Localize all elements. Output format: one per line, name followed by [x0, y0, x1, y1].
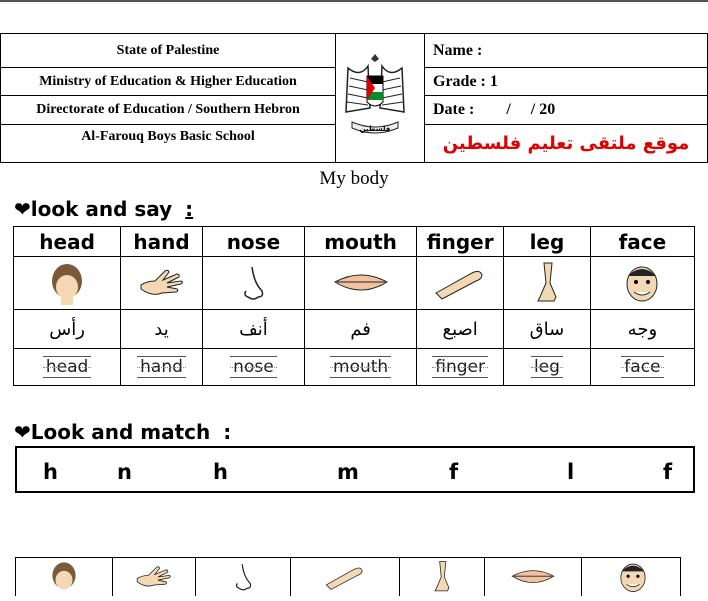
- palestine-emblem-icon: [340, 48, 410, 148]
- heart-icon: ❤: [14, 197, 31, 221]
- word-face: face: [590, 227, 694, 257]
- head-picture[interactable]: [16, 558, 113, 596]
- state-cell: State of Palestine: [1, 34, 336, 68]
- directorate-cell: Directorate of Education / Southern Hebron: [1, 96, 336, 124]
- top-rule: [0, 0, 708, 2]
- word-mouth: mouth: [304, 227, 416, 257]
- name-field[interactable]: Name :: [425, 34, 708, 68]
- trace-nose: nose: [202, 349, 304, 386]
- trace-hand: hand: [121, 349, 203, 386]
- nose-picture: [202, 257, 304, 310]
- emblem-cell: [336, 34, 425, 163]
- word-nose: nose: [202, 227, 304, 257]
- trace-face: face: [590, 349, 694, 386]
- mouth-picture[interactable]: [485, 558, 582, 596]
- word-finger: finger: [417, 227, 504, 257]
- heart-icon: ❤: [14, 420, 31, 444]
- date-field[interactable]: Date : / / 20: [425, 96, 708, 124]
- vocabulary-table: [13, 226, 695, 386]
- page-title: My body: [319, 168, 389, 189]
- finger-picture[interactable]: [291, 558, 400, 596]
- arabic-leg: ساق: [504, 310, 591, 349]
- word-hand: hand: [121, 227, 203, 257]
- trace-finger: finger: [417, 349, 504, 386]
- trace-leg: leg: [504, 349, 591, 386]
- arabic-nose: أنف: [202, 310, 304, 349]
- trace-mouth: mouth: [304, 349, 416, 386]
- trace-head: head: [14, 349, 121, 386]
- match-letter[interactable]: l: [567, 460, 575, 484]
- look-and-match-heading: ❤Look and match :: [14, 420, 232, 444]
- match-letter[interactable]: f: [449, 460, 459, 484]
- mouth-picture: [304, 257, 416, 310]
- match-letter[interactable]: m: [337, 460, 359, 484]
- match-letter[interactable]: h: [213, 460, 228, 484]
- site-arabic-text: موقع ملتقى تعليم فلسطين: [425, 124, 708, 162]
- letter-match-box: [15, 446, 695, 493]
- match-letter[interactable]: f: [663, 460, 673, 484]
- hand-picture: [121, 257, 203, 310]
- leg-picture: [504, 257, 591, 310]
- school-cell: Al-Farouq Boys Basic School: [1, 124, 336, 162]
- finger-picture: [417, 257, 504, 310]
- word-head: head: [14, 227, 121, 257]
- arabic-mouth: فم: [304, 310, 416, 349]
- match-letter[interactable]: h: [43, 460, 58, 484]
- grade-cell: Grade : 1: [425, 68, 708, 96]
- arabic-finger: اصبع: [417, 310, 504, 349]
- look-and-say-heading: ❤look and say :: [14, 197, 194, 221]
- nose-picture[interactable]: [196, 558, 291, 596]
- arabic-hand: يد: [121, 310, 203, 349]
- svg-text:فلسطين: فلسطين: [359, 125, 391, 133]
- face-picture: [590, 257, 694, 310]
- match-letter[interactable]: n: [117, 460, 132, 484]
- header-table: [0, 33, 708, 163]
- face-picture[interactable]: [582, 558, 684, 596]
- leg-picture[interactable]: [400, 558, 485, 596]
- hand-picture[interactable]: [113, 558, 196, 596]
- arabic-face: وجه: [590, 310, 694, 349]
- word-leg: leg: [504, 227, 591, 257]
- head-picture: [14, 257, 121, 310]
- match-picture-strip: [15, 557, 681, 596]
- ministry-cell: Ministry of Education & Higher Education: [1, 68, 336, 96]
- arabic-head: رأس: [14, 310, 121, 349]
